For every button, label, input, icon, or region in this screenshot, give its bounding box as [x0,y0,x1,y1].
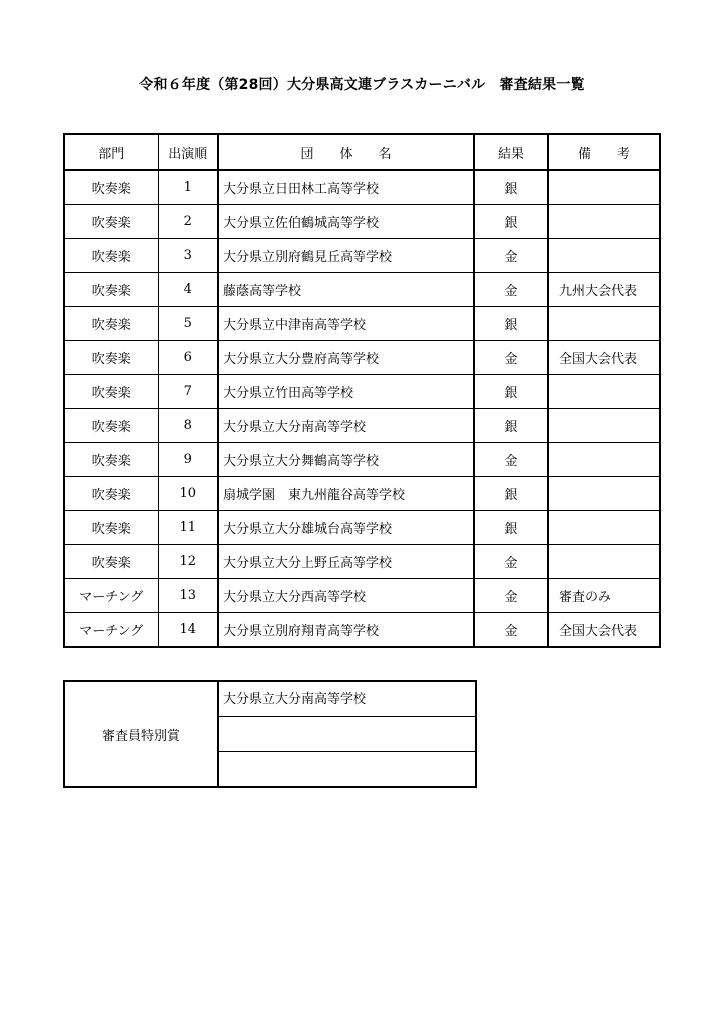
order-cell: 5 [158,307,218,341]
dept-cell: 吹奏楽 [64,273,158,307]
table-row [64,511,660,545]
order-cell: 2 [158,205,218,239]
school-name-cell: 大分県立大分舞鶴高等学校 [218,443,474,477]
note-cell: 九州大会代表 [548,273,660,307]
result-cell: 銀 [474,170,548,205]
school-name-cell: 大分県立日田林工高等学校 [218,170,474,205]
order-cell: 12 [158,545,218,579]
result-cell: 金 [474,443,548,477]
note-cell [548,170,660,205]
result-cell: 金 [474,613,548,648]
dept-cell: 吹奏楽 [64,511,158,545]
result-cell: 銀 [474,409,548,443]
note-cell: 全国大会代表 [548,613,660,648]
dept-cell: 吹奏楽 [64,205,158,239]
order-cell: 10 [158,477,218,511]
note-cell [548,545,660,579]
school-name-cell: 大分県立大分南高等学校 [218,409,474,443]
note-cell [548,307,660,341]
result-cell: 金 [474,579,548,613]
special-award-winner [218,752,476,788]
document-title: 令和６年度（第28回）大分県高文連ブラスカーニバル 審査結果一覧 [139,77,585,93]
result-cell: 銀 [474,477,548,511]
school-name-cell: 大分県立大分雄城台高等学校 [218,511,474,545]
order-cell: 1 [158,170,218,205]
special-award-table [63,680,477,788]
school-name-cell: 大分県立佐伯鶴城高等学校 [218,205,474,239]
school-name-cell: 大分県立別府鶴見丘高等学校 [218,239,474,273]
table-row [64,477,660,511]
school-name-cell: 扇城学園 東九州龍谷高等学校 [218,477,474,511]
special-award-winner: 大分県立大分南高等学校 [218,681,476,717]
result-cell: 金 [474,545,548,579]
results-body [64,170,660,647]
table-row [64,545,660,579]
note-cell [548,409,660,443]
header-dept: 部門 [64,134,158,170]
school-name-cell: 大分県立中津南高等学校 [218,307,474,341]
order-cell: 11 [158,511,218,545]
dept-cell: マーチング [64,579,158,613]
dept-cell: マーチング [64,613,158,648]
table-row [64,307,660,341]
school-name-cell: 大分県立大分西高等学校 [218,579,474,613]
order-cell: 7 [158,375,218,409]
school-name-cell: 藤蔭高等学校 [218,273,474,307]
dept-cell: 吹奏楽 [64,375,158,409]
dept-cell: 吹奏楽 [64,170,158,205]
note-cell [548,511,660,545]
header-note: 備 考 [548,134,660,170]
order-cell: 8 [158,409,218,443]
dept-cell: 吹奏楽 [64,443,158,477]
result-cell: 銀 [474,375,548,409]
header-result: 結果 [474,134,548,170]
table-row [64,341,660,375]
dept-cell: 吹奏楽 [64,409,158,443]
award-row [64,681,476,717]
table-row [64,170,660,205]
header-name: 団 体 名 [218,134,474,170]
order-cell: 9 [158,443,218,477]
order-cell: 13 [158,579,218,613]
special-award-winner [218,717,476,752]
order-cell: 6 [158,341,218,375]
note-cell: 審査のみ [548,579,660,613]
dept-cell: 吹奏楽 [64,341,158,375]
table-row [64,375,660,409]
result-cell: 銀 [474,307,548,341]
note-cell [548,375,660,409]
result-cell: 銀 [474,205,548,239]
result-cell: 金 [474,273,548,307]
note-cell [548,443,660,477]
table-row [64,273,660,307]
note-cell [548,205,660,239]
dept-cell: 吹奏楽 [64,239,158,273]
table-row [64,443,660,477]
dept-cell: 吹奏楽 [64,307,158,341]
school-name-cell: 大分県立大分上野丘高等学校 [218,545,474,579]
table-row [64,205,660,239]
table-row [64,579,660,613]
school-name-cell: 大分県立竹田高等学校 [218,375,474,409]
header-order: 出演順 [158,134,218,170]
result-cell: 金 [474,239,548,273]
result-cell: 金 [474,341,548,375]
dept-cell: 吹奏楽 [64,477,158,511]
dept-cell: 吹奏楽 [64,545,158,579]
school-name-cell: 大分県立別府翔青高等学校 [218,613,474,648]
special-award-label: 審査員特別賞 [64,681,218,787]
table-row [64,239,660,273]
table-row [64,613,660,648]
order-cell: 14 [158,613,218,648]
table-row [64,409,660,443]
note-cell [548,239,660,273]
table-header-row [64,134,660,170]
note-cell [548,477,660,511]
school-name-cell: 大分県立大分豊府高等学校 [218,341,474,375]
result-cell: 銀 [474,511,548,545]
order-cell: 3 [158,239,218,273]
note-cell: 全国大会代表 [548,341,660,375]
results-table [63,133,661,648]
order-cell: 4 [158,273,218,307]
